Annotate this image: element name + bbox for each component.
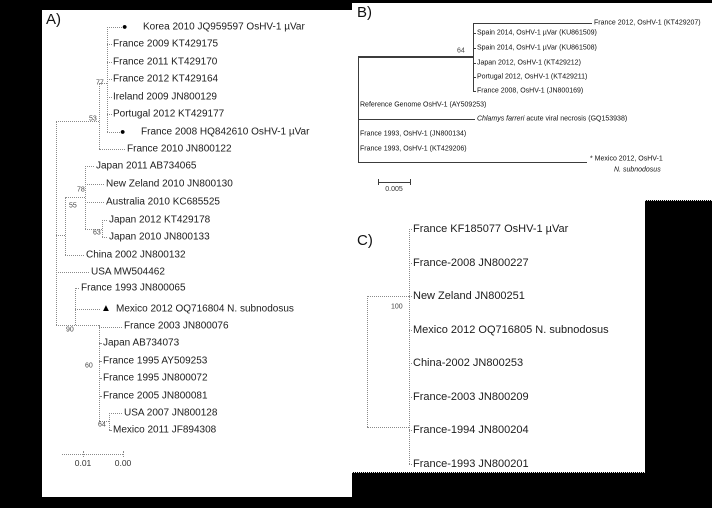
taxon-label: Reference Genome OsHV-1 (AY509253) xyxy=(360,101,487,109)
tree-branch-line xyxy=(367,296,368,427)
bootstrap-value: 53 xyxy=(89,115,97,123)
tree-branch-line xyxy=(367,427,409,428)
taxon-label: Mexico 2012 OQ716805 N. subnodosus xyxy=(413,324,609,336)
circle-marker: ● xyxy=(122,21,128,32)
taxon-label: China-2002 JN800253 xyxy=(413,357,524,369)
taxon-label: France 2008 HQ842610 OsHV-1 µVar xyxy=(141,126,310,138)
taxon-label: Spain 2014, OsHV-1 µVar (KU861508) xyxy=(477,44,597,52)
bootstrap-value: 78 xyxy=(77,186,85,194)
taxon-label: Ireland 2009 JN800129 xyxy=(113,91,217,103)
taxon-label: Spain 2014, OsHV-1 µVar (KU861509) xyxy=(477,29,597,37)
tree-branch-line xyxy=(409,229,410,464)
taxon-label: Japan 2010 JN800133 xyxy=(109,231,210,243)
taxon-label: France 2011 KT429170 xyxy=(113,56,218,68)
tree-branch-line xyxy=(409,464,412,465)
panel-b-label: B) xyxy=(357,4,372,21)
taxon-label: France 2012, OsHV-1 (KT429207) xyxy=(594,19,701,27)
scale-b-label: 0.005 xyxy=(385,186,403,193)
taxon-label: USA MW504462 xyxy=(91,266,165,278)
taxon-label: China 2002 JN800132 xyxy=(86,249,186,261)
taxon-label: Korea 2010 JQ959597 OsHV-1 µVar xyxy=(143,21,305,33)
circle-marker: ● xyxy=(120,126,126,137)
bootstrap-value: 90 xyxy=(66,326,74,334)
bootstrap-value: 77 xyxy=(96,79,104,87)
taxon-label: France-2008 JN800227 xyxy=(413,257,529,269)
panel-c-label: C) xyxy=(357,232,373,249)
taxon-label: Japan 2011 AB734065 xyxy=(96,160,197,172)
taxon-label: France 1993, OsHV-1 (KT429206) xyxy=(360,145,467,153)
taxon-label: France 2012 KT429164 xyxy=(113,73,219,85)
taxon-label: France-2003 JN800209 xyxy=(413,391,529,403)
scale-a-label-left: 0.01 xyxy=(74,458,92,468)
taxon-label: France 1993, OsHV-1 (JN800134) xyxy=(360,130,467,138)
taxon-label: N. subnodosus xyxy=(614,166,661,174)
tree-branch-line xyxy=(409,229,412,230)
taxon-label: France KF185077 OsHV-1 µVar xyxy=(413,223,569,235)
taxon-label: New Zeland JN800251 xyxy=(413,290,525,302)
taxon-label: Australia 2010 KC685525 xyxy=(106,196,220,208)
taxon-label: Japan 2012, OsHV-1 (KT429212) xyxy=(477,59,581,67)
taxon-label: France 2005 JN800081 xyxy=(103,390,208,402)
bootstrap-value: 64 xyxy=(457,47,465,55)
triangle-marker: ▲ xyxy=(101,303,111,314)
taxon-label: France-1993 JN800201 xyxy=(413,458,529,470)
taxon-label: Portugal 2012 KT429177 xyxy=(113,108,225,120)
tree-branch-line xyxy=(409,430,412,431)
taxon-label: France 2009 KT429175 xyxy=(113,38,219,50)
taxon-label: France-1994 JN800204 xyxy=(413,424,529,436)
scale-a-label-right: 0.00 xyxy=(114,458,132,468)
bootstrap-value: 60 xyxy=(85,362,93,370)
taxon-label: Mexico 2012 OQ716804 N. subnodosus xyxy=(116,303,294,315)
taxon-label: France 1993 JN800065 xyxy=(81,282,186,294)
taxon-label: France 1995 JN800072 xyxy=(103,372,208,384)
taxon-label: Japan 2012 KT429178 xyxy=(109,214,211,226)
tree-branch-line xyxy=(409,296,412,297)
bootstrap-value: 100 xyxy=(391,303,403,311)
taxon-label: France 1995 AY509253 xyxy=(103,355,208,367)
taxon-label: Portugal 2012, OsHV-1 (KT429211) xyxy=(477,73,588,81)
tree-branch-line xyxy=(367,296,409,297)
taxon-label: France 2003 JN800076 xyxy=(124,320,229,332)
panel-a-label: A) xyxy=(46,11,61,28)
tree-branch-line xyxy=(409,363,412,364)
taxon-label: Chlamys farreri acute viral necrosis (GQ153938) xyxy=(477,115,628,123)
bootstrap-value: 63 xyxy=(93,229,101,237)
taxon-label: France 2008, OsHV-1 (JN800169) xyxy=(477,87,584,95)
taxon-label: USA 2007 JN800128 xyxy=(124,407,218,419)
tree-branch-line xyxy=(409,330,412,331)
tree-branch-line xyxy=(409,397,412,398)
taxon-label: France 2010 JN800122 xyxy=(127,143,232,155)
taxon-label: Mexico 2011 JF894308 xyxy=(113,424,217,436)
bootstrap-value: 64 xyxy=(98,421,106,429)
tree-branch-line xyxy=(409,263,412,264)
taxon-label: * Mexico 2012, OsHV-1 xyxy=(590,155,663,163)
bootstrap-value: 55 xyxy=(69,202,77,210)
taxon-label: Japan AB734073 xyxy=(103,337,180,349)
taxon-label: New Zeland 2010 JN800130 xyxy=(106,178,233,190)
